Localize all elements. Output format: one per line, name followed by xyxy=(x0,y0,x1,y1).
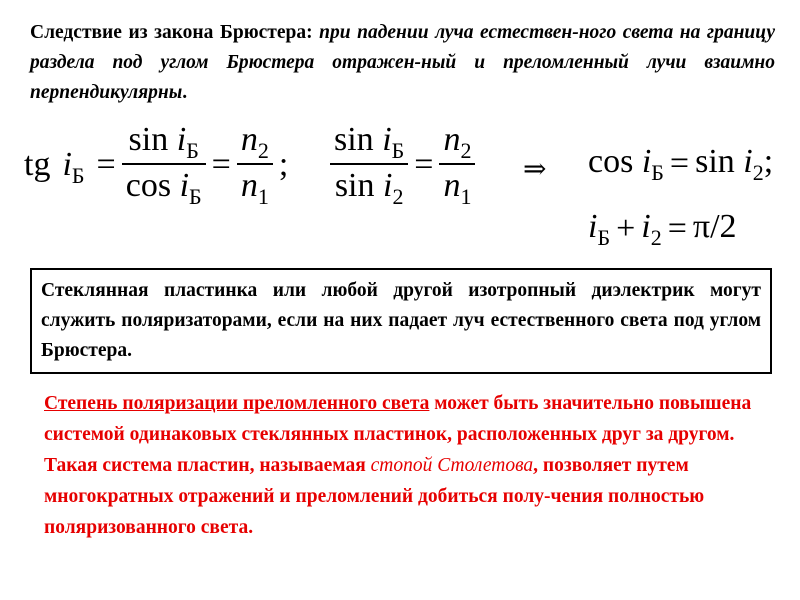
underlined-phrase: Степень поляризации преломленного света xyxy=(44,393,430,414)
polarizer-note-box xyxy=(30,268,772,374)
formula-tangent: tg $i_Б$ = $\frac{\sin i_Б}{\cos i_Б}$ = $\frac{n_2}{n_1}$ ; xyxy=(24,121,289,209)
stoletov-term: стопой Столетова xyxy=(370,455,534,476)
fraction-n2-n1: $\frac{n_2}{n_1}$ xyxy=(237,120,273,210)
intro-italic: при падении луча естествен-ного света на границу раздела под углом Брюстера отражен-ный и преломленный лучи взаимно перпендикулярны xyxy=(30,22,775,103)
intro-end: . xyxy=(182,82,188,103)
intro-paragraph xyxy=(30,18,775,108)
fraction-sin-sin: $\frac{\sin i_Б}{\sin i_2}$ xyxy=(330,120,408,210)
intro-lead: Следствие из закона Брюстера: xyxy=(30,22,320,43)
fraction-sin-cos: $\frac{\sin i_Б}{\cos i_Б}$ xyxy=(122,120,206,210)
formula-angle-sum: $i_Б + i_2 = \pi/2$ xyxy=(588,208,737,250)
tg-label: tg xyxy=(24,146,51,183)
stoletov-paragraph: Степень поляризации преломленного света может быть значительно повышена системой одинаковых стеклянных пластинок, расположенных друг за другом. Такая система пластин, называемая стопой Столетова, позволяет путем многократных отражений и преломлений добиться полу-чения полностью поляризованного света. xyxy=(44,393,752,538)
formula-cos-sin: $\cos i_Б = \sin i_2$; xyxy=(588,143,774,185)
formula-snell: $\frac{\sin i_Б}{\sin i_2}$ = $\frac{n_2}{n_1}$ xyxy=(330,120,475,210)
box-text: Стеклянная пластинка или любой другой изотропный диэлектрик могут служить поляризаторами, если на них падает луч естественного света под углом Брюстера. xyxy=(41,280,761,361)
fraction-n2-n1-second: $\frac{n_2}{n_1}$ xyxy=(439,120,475,210)
implies-arrow-icon: ⇒ xyxy=(523,154,547,185)
